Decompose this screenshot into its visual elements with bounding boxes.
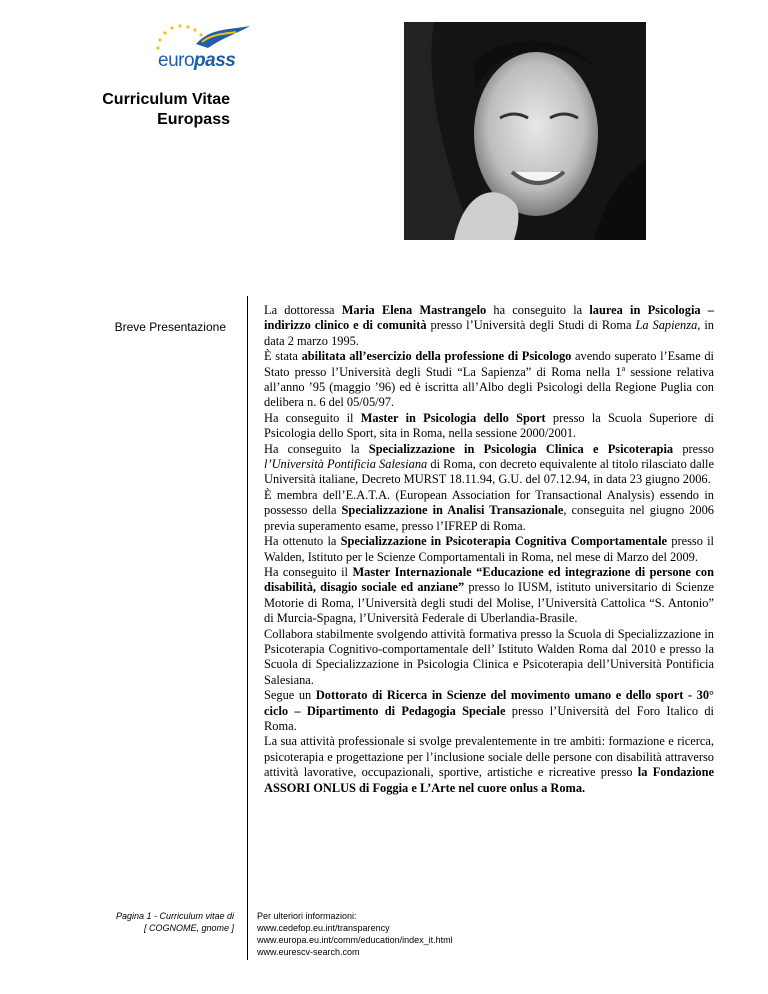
text-run: La Sapienza,	[635, 318, 701, 333]
text-run: La sua attività professionale si svolge prevalentemente in tre ambiti: formazione e ricerca, psicoterapia e progettazione per l’inclusione sociale delle persone con disabilità attraverso attività lavorative, occupazionali, sportive, artistiche e ricreative presso	[264, 734, 714, 780]
footer-name-placeholder: [ COGNOME, gnome ]	[143, 923, 234, 933]
text-run: La dottoressa	[264, 303, 342, 317]
footer-link-europa[interactable]: www.europa.eu.int/comm/education/index_it.html	[257, 935, 453, 945]
footer-info-label: Per ulteriori informazioni:	[257, 911, 357, 921]
logo-text: europass	[158, 50, 236, 71]
text-run: Ha conseguito il	[264, 410, 361, 425]
paragraph	[264, 411, 714, 442]
page-footer-left	[60, 910, 234, 934]
presentation-text	[264, 303, 714, 796]
text-run: presso	[673, 441, 714, 456]
footer-link-cedefop[interactable]: www.cedefop.eu.int/transparency	[257, 923, 390, 933]
text-run: presso l’Università del Foro Italico di Roma.	[264, 703, 714, 733]
text-run: Specializzazione in Psicoterapia Cognitiva Comportamentale	[340, 534, 668, 549]
text-run: Ha ottenuto la	[264, 534, 341, 549]
portrait-image	[404, 22, 646, 240]
text-run: la Fondazione ASSORI ONLUS di Foggia e L’Arte nel cuore onlus a Roma.	[264, 765, 714, 795]
footer-link-eurescv[interactable]: www.eurescv-search.com	[257, 947, 360, 957]
profile-photo	[404, 22, 646, 240]
text-run: presso l’Università degli Studi di Roma	[426, 318, 636, 333]
text-run: presso la Scuola Superiore di Psicologia dello Sport, sita in Roma, nella sessione 2000/2001.	[264, 410, 714, 441]
europass-logo	[150, 24, 260, 76]
paragraph	[264, 627, 714, 689]
cv-title	[60, 90, 230, 130]
text-run: a	[621, 363, 626, 373]
text-run: Ha conseguito il	[264, 564, 353, 579]
column-divider	[247, 296, 248, 960]
text-run: in data 2 marzo 1995.	[264, 318, 714, 348]
text-run: di Roma, con decreto equivalente al titolo rilasciato dalle Università italiane, Decreto MURST 18.11.94, G.U. del 07.12.94, in data 23 giugno 2006.	[264, 457, 714, 487]
text-run: Segue un	[264, 688, 316, 703]
paragraph	[264, 303, 714, 349]
paragraph	[264, 565, 714, 627]
text-run: Maria Elena Mastrangelo	[341, 303, 487, 317]
paragraph	[264, 534, 714, 565]
text-run: È stata	[264, 349, 302, 364]
page-footer-right	[257, 910, 557, 958]
section-label: Breve Presentazione	[114, 320, 226, 334]
paragraph	[264, 349, 714, 411]
text-run: Master Internazionale “Educazione ed integrazione di persone con disabilità, disagio sociale ed anziane”	[264, 564, 714, 595]
footer-page-label: Pagina 1 - Curriculum vitae di	[115, 911, 234, 921]
paragraph	[264, 442, 714, 488]
title-line-1: Curriculum Vitae	[102, 91, 230, 108]
title-line-2: Europass	[157, 111, 230, 128]
text-run: avendo superato l’Esame di Stato presso l’Università degli Studi “La Sapienza” di Roma nella 1	[264, 349, 714, 379]
paragraph	[264, 734, 714, 796]
text-run: , conseguita nel giugno 2006 previa superamento esame, presso l’IFREP di Roma.	[264, 503, 714, 533]
text-run: ha conseguito la	[486, 303, 590, 317]
text-run: Collabora stabilmente svolgendo attività formativa presso la Scuola di Specializzazione in Psicoterapia Cognitivo-comportamentale dell’ Istituto Walden Roma dal 2010 e presso la Scuola di Specializzazione in Psicologia Clinica e Psicoterapia dell’Università Pontificia Salesiana.	[264, 626, 714, 687]
text-run: Specializzazione in Psicologia Clinica e Psicoterapia	[368, 441, 674, 456]
text-run: l’Università Pontificia Salesiana	[264, 457, 428, 472]
text-run: È membra dell’E.A.T.A. (European Association for Transactional Analysis) essendo in possesso della	[264, 487, 714, 518]
text-run: abilitata all’esercizio della professione di Psicologo	[301, 349, 572, 364]
text-run: sessione relativa all’anno ’95 (maggio ’96) ed è iscritta all’Albo degli Psicologi della Regione Puglia con delibera n. 6 del 05/05/97.	[264, 364, 714, 410]
paragraph	[264, 688, 714, 734]
text-run: Dottorato di Ricerca in Scienze del movimento umano e dello sport - 30° ciclo – Dipartimento di Pedagogia Speciale	[264, 688, 714, 718]
text-run: presso il Walden, Istituto per le Scienze Comportamentali in Roma, nel mese di Marzo del 2009.	[264, 534, 714, 564]
text-run: laurea in Psicologia – indirizzo clinico e di comunità	[264, 303, 714, 333]
text-run: Ha conseguito la	[264, 441, 369, 456]
text-run: Master in Psicologia dello Sport	[360, 410, 546, 425]
text-run: Specializzazione in Analisi Transazionale	[341, 503, 564, 518]
text-run: presso lo IUSM, istituto universitario di Scienze Motorie di Roma, l’Università degli studi del Molise, l’Università Cattolica “S. Antonio” di Murcia-Spagna, l’Università Federale di Uberlandia-Brasile.	[264, 580, 714, 626]
paragraph	[264, 488, 714, 534]
